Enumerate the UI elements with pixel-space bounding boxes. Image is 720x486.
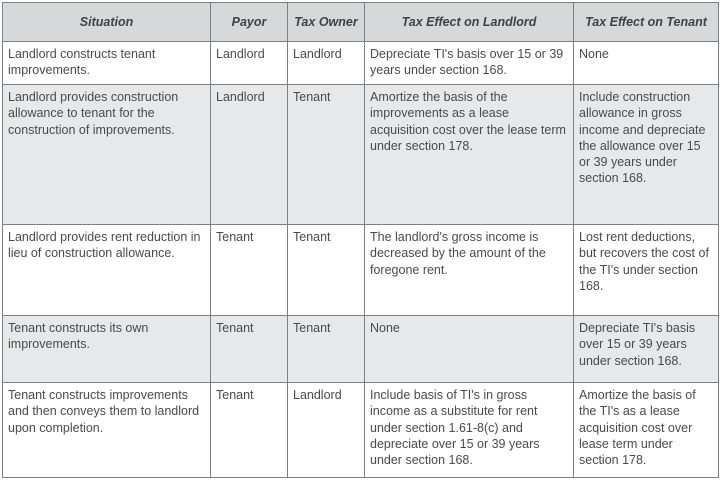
cell-situation: Tenant constructs improvements and then conveys them to landlord upon completion. — [3, 383, 211, 478]
cell-payor: Tenant — [211, 225, 288, 316]
cell-effect-tenant: Depreciate TI's basis over 15 or 39 years under section 168. — [574, 316, 719, 383]
cell-payor: Tenant — [211, 316, 288, 383]
table-row — [3, 383, 719, 478]
cell-payor: Landlord — [211, 85, 288, 225]
cell-situation: Landlord provides rent reduction in lieu of construction allowance. — [3, 225, 211, 316]
header-situation: Situation — [3, 3, 211, 42]
cell-effect-tenant: Lost rent deductions, but recovers the cost of the TI's under section 168. — [574, 225, 719, 316]
cell-tax-owner: Tenant — [288, 85, 365, 225]
cell-effect-tenant: Include construction allowance in gross income and depreciate the allowance over 15 or 39 years under section 168. — [574, 85, 719, 225]
table-body — [3, 42, 719, 478]
header-row — [3, 3, 719, 42]
table-row — [3, 225, 719, 316]
cell-tax-owner: Tenant — [288, 225, 365, 316]
cell-effect-landlord: Depreciate TI's basis over 15 or 39 years under section 168. — [365, 42, 574, 85]
cell-effect-tenant: Amortize the basis of the TI's as a lease acquisition cost over lease term under section 178. — [574, 383, 719, 478]
header-tax-effect-tenant: Tax Effect on Tenant — [574, 3, 719, 42]
cell-tax-owner: Tenant — [288, 316, 365, 383]
header-tax-effect-landlord: Tax Effect on Landlord — [365, 3, 574, 42]
cell-payor: Landlord — [211, 42, 288, 85]
table-row — [3, 316, 719, 383]
cell-situation: Landlord provides construction allowance to tenant for the construction of improvements. — [3, 85, 211, 225]
cell-effect-landlord: Include basis of TI's in gross income as a substitute for rent under section 1.61-8(c) and depreciate over 15 or 39 years under section 168. — [365, 383, 574, 478]
header-tax-owner: Tax Owner — [288, 3, 365, 42]
cell-effect-landlord: Amortize the basis of the improvements as a lease acquisition cost over the lease term under section 178. — [365, 85, 574, 225]
table-row — [3, 42, 719, 85]
table-row — [3, 85, 719, 225]
cell-effect-tenant: None — [574, 42, 719, 85]
header-payor: Payor — [211, 3, 288, 42]
table-header — [3, 3, 719, 42]
cell-payor: Tenant — [211, 383, 288, 478]
tax-effects-table — [2, 2, 719, 478]
cell-effect-landlord: None — [365, 316, 574, 383]
cell-situation: Tenant constructs its own improvements. — [3, 316, 211, 383]
tax-effects-table-container — [2, 2, 718, 478]
cell-tax-owner: Landlord — [288, 42, 365, 85]
cell-tax-owner: Landlord — [288, 383, 365, 478]
cell-situation: Landlord constructs tenant improvements. — [3, 42, 211, 85]
cell-effect-landlord: The landlord's gross income is decreased by the amount of the foregone rent. — [365, 225, 574, 316]
